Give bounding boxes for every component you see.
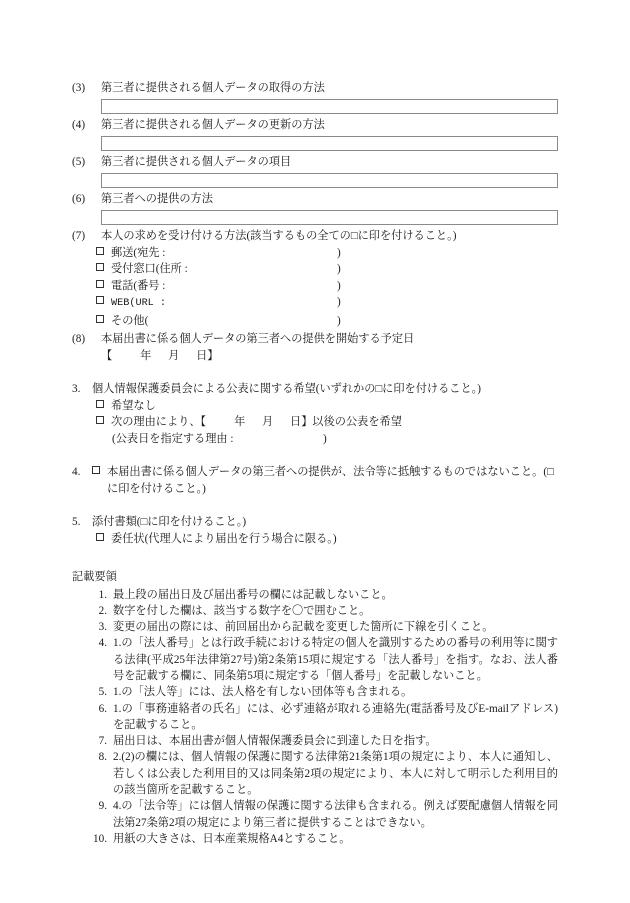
note-item [84, 684, 558, 700]
section-3-title: 個人情報保護委員会による公表に関する希望(いずれかの□に印を付けること。) [92, 383, 481, 395]
checkbox-icon[interactable] [96, 400, 104, 408]
note-text: 最上段の届出日及び届出番号の欄には記載しないこと。 [113, 588, 393, 601]
field-number-7: (7) [72, 230, 86, 242]
form-field-group-6 [72, 191, 558, 225]
checkbox-row-phone[interactable] [96, 278, 558, 295]
note-number: 9. [98, 800, 107, 813]
field-input-3[interactable] [101, 99, 558, 114]
reason-label: (公表日を指定する理由 : [112, 432, 234, 445]
note-text: 4.の「法令等」には個人情報の保護に関する法律も含まれる。例えば要配慮個人情報を同法第27条第2項の規定により第三者に提供することはできない。 [113, 800, 558, 829]
note-number: 7. [98, 735, 107, 748]
form-field-group-3 [72, 80, 558, 114]
checkbox-icon[interactable] [96, 247, 104, 255]
field-label-text-8: 本届出書に係る個人データの第三者への提供を開始する予定日 [101, 333, 415, 345]
note-item [84, 798, 558, 831]
note-number: 6. [98, 702, 107, 715]
checkbox-label-no-publication: 希望なし [111, 399, 156, 412]
checkbox-label-postal: 郵送(宛先 : [111, 246, 166, 259]
note-number: 1. [98, 588, 107, 601]
note-text: 1.の「法人等」には、法人格を有しない団体等も含まれる。 [113, 686, 413, 699]
form-field-group-5 [72, 154, 558, 188]
checkbox-label-web: WEB(URL : [111, 298, 167, 309]
form-field-group-7 [72, 228, 558, 329]
note-number: 2. [98, 604, 107, 617]
section-4 [72, 464, 558, 497]
note-item [84, 701, 558, 734]
field-number-8: (8) [72, 333, 86, 345]
section-3 [72, 381, 558, 447]
note-number: 4. [98, 637, 107, 650]
note-text: 数字を付した欄は、該当する数字を〇で囲むこと。 [113, 604, 371, 617]
checkbox-label-power-of-attorney: 委任状(代理人により届出を行う場合に限る。) [111, 532, 337, 545]
note-item [84, 619, 558, 635]
note-number: 10. [93, 832, 107, 845]
checkbox-icon[interactable] [96, 533, 104, 541]
reason-close-paren: ) [323, 432, 327, 445]
field-label-text-5: 第三者に提供される個人データの項目 [101, 156, 292, 168]
note-item [84, 635, 558, 684]
field-label-4 [72, 117, 558, 134]
note-item [84, 603, 558, 619]
checkbox-row-no-publication[interactable] [96, 398, 558, 415]
field-label-text-7: 本人の求めを受け付ける方法(該当するもの全ての□に印を付けること。) [101, 230, 457, 242]
checkbox-row-web[interactable] [96, 294, 558, 313]
checkbox-close-paren-phone: ) [337, 279, 341, 292]
checkbox-close-paren-web: ) [337, 296, 341, 308]
field-number-6: (6) [72, 193, 86, 205]
reason-row[interactable] [112, 431, 558, 448]
note-text: 変更の届出の際には、前回届出から記載を変更した箇所に下線を引くこと。 [113, 621, 494, 634]
checkbox-close-paren-counter: ) [337, 263, 341, 275]
note-number: 8. [98, 751, 107, 764]
note-item [84, 749, 558, 798]
note-number: 5. [98, 686, 107, 699]
section-5 [72, 514, 558, 547]
field-number-5: (5) [72, 156, 86, 168]
checkbox-icon[interactable] [92, 466, 100, 474]
note-number: 3. [98, 621, 107, 634]
field-label-text-4: 第三者に提供される個人データの更新の方法 [101, 119, 325, 131]
checkbox-label-publication-post: 以後の公表を希望 [312, 416, 402, 428]
checkbox-close-paren-other: ) [337, 314, 341, 327]
note-text: 届出日は、本届出書が個人情報保護委員会に到達した日を指す。 [113, 735, 437, 748]
field-number-4: (4) [72, 119, 86, 131]
field-label-text-3: 第三者に提供される個人データの取得の方法 [101, 82, 325, 94]
section-4-number: 4. [72, 466, 81, 478]
checkbox-row-other[interactable] [96, 313, 558, 330]
checkbox-icon[interactable] [96, 315, 104, 323]
note-text: 1.の「事務連絡者の氏名」には、必ず連絡が取れる連絡先(電話番号及びE-mailアドレス)を記載すること。 [113, 702, 558, 731]
field-label-6 [72, 191, 558, 208]
field-label-text-6: 第三者への提供の方法 [101, 193, 213, 205]
field-label-3 [72, 80, 558, 97]
note-text: 1.の「法人番号」とは行政手続における特定の個人を識別するための番号の利用等に関する法律(平成25年法律第27号)第2条第15項に規定する「法人番号」を指す。なお、法人番号を記載する欄に、同条第5項に規定する「個人番号」を記載しないこと。 [113, 637, 558, 682]
note-item [84, 831, 558, 847]
checkbox-icon[interactable] [96, 263, 104, 271]
checkbox-label-other: その他( [111, 314, 149, 327]
checkbox-label-phone: 電話(番号 : [111, 279, 166, 292]
section-3-heading [72, 381, 558, 398]
section-3-number: 3. [72, 383, 81, 395]
field-input-5[interactable] [101, 173, 558, 188]
checkbox-close-paren-postal: ) [337, 246, 341, 259]
field-input-6[interactable] [101, 210, 558, 225]
form-field-group-4 [72, 117, 558, 151]
checkbox-icon[interactable] [96, 280, 104, 288]
checkbox-row-power-of-attorney[interactable] [96, 531, 558, 548]
start-date-input[interactable]: 【 年 月 日】 [101, 349, 219, 362]
note-text: 用紙の大きさは、日本産業規格A4とすること。 [113, 832, 351, 845]
checkbox-row-postal[interactable] [96, 245, 558, 262]
publication-date-input[interactable]: 年 月 日】 [206, 416, 313, 428]
checkbox-label-counter: 受付窓口(住所 : [111, 263, 188, 275]
notes-heading: 記載要領 [72, 571, 117, 583]
note-text: 2.(2)の欄には、個人情報の保護に関する法律第21条第1項の規定により、本人に通知し、若しくは公表した利用目的又は同条第2項の規定により、本人に対して明示した利用目的の該当箇所を記載すること。 [113, 751, 558, 797]
section-5-title: 添付書類(□に印を付けること。) [92, 516, 247, 528]
note-item [84, 587, 558, 603]
section-4-text: 本届出書に係る個人データの第三者への提供が、法令等に抵触するものではないこと。(□に印を付けること。) [107, 466, 554, 495]
section-5-heading [72, 514, 558, 531]
field-number-3: (3) [72, 82, 86, 94]
checkbox-label-publication-pre: 次の理由により、【 [111, 416, 207, 428]
checkbox-row-counter[interactable] [96, 261, 558, 278]
section-5-number: 5. [72, 516, 81, 528]
field-label-5 [72, 154, 558, 171]
notes-list [72, 587, 558, 848]
field-label-7 [72, 228, 558, 245]
section-4-heading [72, 464, 558, 497]
checkbox-icon[interactable] [96, 416, 104, 424]
field-input-4[interactable] [101, 136, 558, 151]
form-field-group-8 [72, 331, 558, 364]
checkbox-icon[interactable] [96, 296, 104, 304]
field-label-8 [72, 331, 558, 348]
note-item [84, 733, 558, 749]
checkbox-row-publication-after-date[interactable] [96, 414, 558, 431]
form-content [72, 80, 558, 847]
